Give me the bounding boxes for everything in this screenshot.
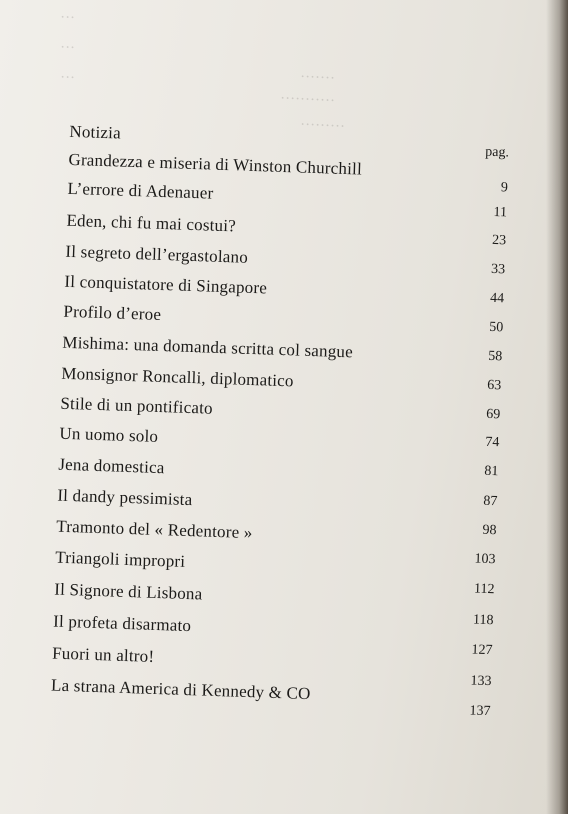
toc-entry-title: Jena domestica: [58, 454, 165, 478]
toc-entry-title: Un uomo solo: [59, 423, 159, 446]
toc-entry-title: Tramonto del « Redentore »: [56, 516, 253, 543]
pag-label: pag.: [485, 144, 510, 161]
toc-entry-page: 103: [474, 551, 496, 568]
toc-entry-page: 23: [491, 232, 507, 249]
toc-entry: [63, 301, 503, 338]
toc-entry-page: 33: [490, 261, 506, 278]
toc-entry: [62, 332, 502, 369]
toc-entry-title: Profilo d’eroe: [63, 301, 162, 324]
toc-entry: [67, 178, 508, 221]
toc-entry-page: 112: [473, 581, 495, 598]
toc-entry: [53, 611, 493, 648]
show-through-text: ···: [59, 69, 76, 87]
toc-entry-page: 63: [487, 377, 502, 394]
toc-entry-title: La strana America di Kennedy & CO: [50, 675, 311, 704]
toc-entry-page: 81: [484, 463, 499, 480]
toc-entry-title: Il profeta disarmato: [52, 611, 192, 636]
toc-entry: [60, 393, 500, 430]
toc-entry: [61, 363, 501, 400]
toc-entry: [65, 241, 505, 278]
toc-entry-page: 58: [487, 348, 503, 365]
toc-entry-title: L’errore di Adenauer: [67, 178, 214, 203]
toc-entry-page: 87: [483, 493, 498, 510]
toc-entry-page: 50: [488, 319, 504, 336]
show-through-text: ·········: [299, 116, 346, 136]
toc-entry-title: Grandezza e miseria di Winston Churchill: [68, 149, 363, 179]
toc-entry-title: Stile di un pontificato: [60, 393, 214, 418]
toc-entry: [52, 643, 492, 680]
toc-entry: [54, 579, 494, 616]
toc-entry-page: 74: [485, 434, 500, 451]
toc-entry-title: Fuori un altro!: [51, 643, 155, 666]
toc-entry: [55, 547, 495, 584]
toc-entry-title: Il Signore di Lisbona: [53, 579, 203, 604]
toc-entry: [66, 210, 506, 247]
toc-entry-title: Mishima: una domanda scritta col sangue: [62, 332, 354, 362]
toc-entry-title: Triangoli impropri: [55, 547, 186, 571]
toc-entry-page: 44: [489, 290, 505, 307]
toc-entry: [51, 675, 491, 712]
toc-entry-title: Il conquistatore di Singapore: [64, 271, 268, 298]
page-edge-shadow: [546, 0, 568, 814]
show-through-text: ·······: [299, 69, 336, 87]
toc-entry-page: 98: [482, 522, 497, 539]
toc-entry-page: 9: [500, 180, 509, 196]
toc-entry-page: 133: [470, 673, 492, 690]
toc-entry-title: Eden, chi fu mai costui?: [66, 210, 237, 236]
toc-entry-title: Notizia: [69, 121, 122, 143]
toc-entry-page: 127: [471, 642, 493, 659]
toc-entry: [64, 271, 504, 308]
toc-entry: [58, 454, 498, 491]
toc-entry-page: 118: [472, 612, 494, 629]
toc-entry-title: Il dandy pessimista: [57, 485, 193, 510]
toc-entry: [56, 516, 496, 553]
toc-entry: [57, 485, 497, 522]
show-through-text: ···: [59, 39, 76, 57]
toc-entry-page: 137: [469, 703, 491, 720]
toc-entry: [50, 703, 491, 744]
show-through-text: ···········: [279, 90, 336, 110]
toc-entry: [59, 423, 499, 460]
toc-entry-page: 69: [486, 406, 501, 423]
toc-entry-title: Il segreto dell’ergastolano: [65, 241, 249, 267]
show-through-text: ···: [59, 9, 76, 27]
toc-entry-page: 11: [493, 204, 508, 221]
toc-entry-title: Monsignor Roncalli, diplomatico: [61, 363, 294, 391]
